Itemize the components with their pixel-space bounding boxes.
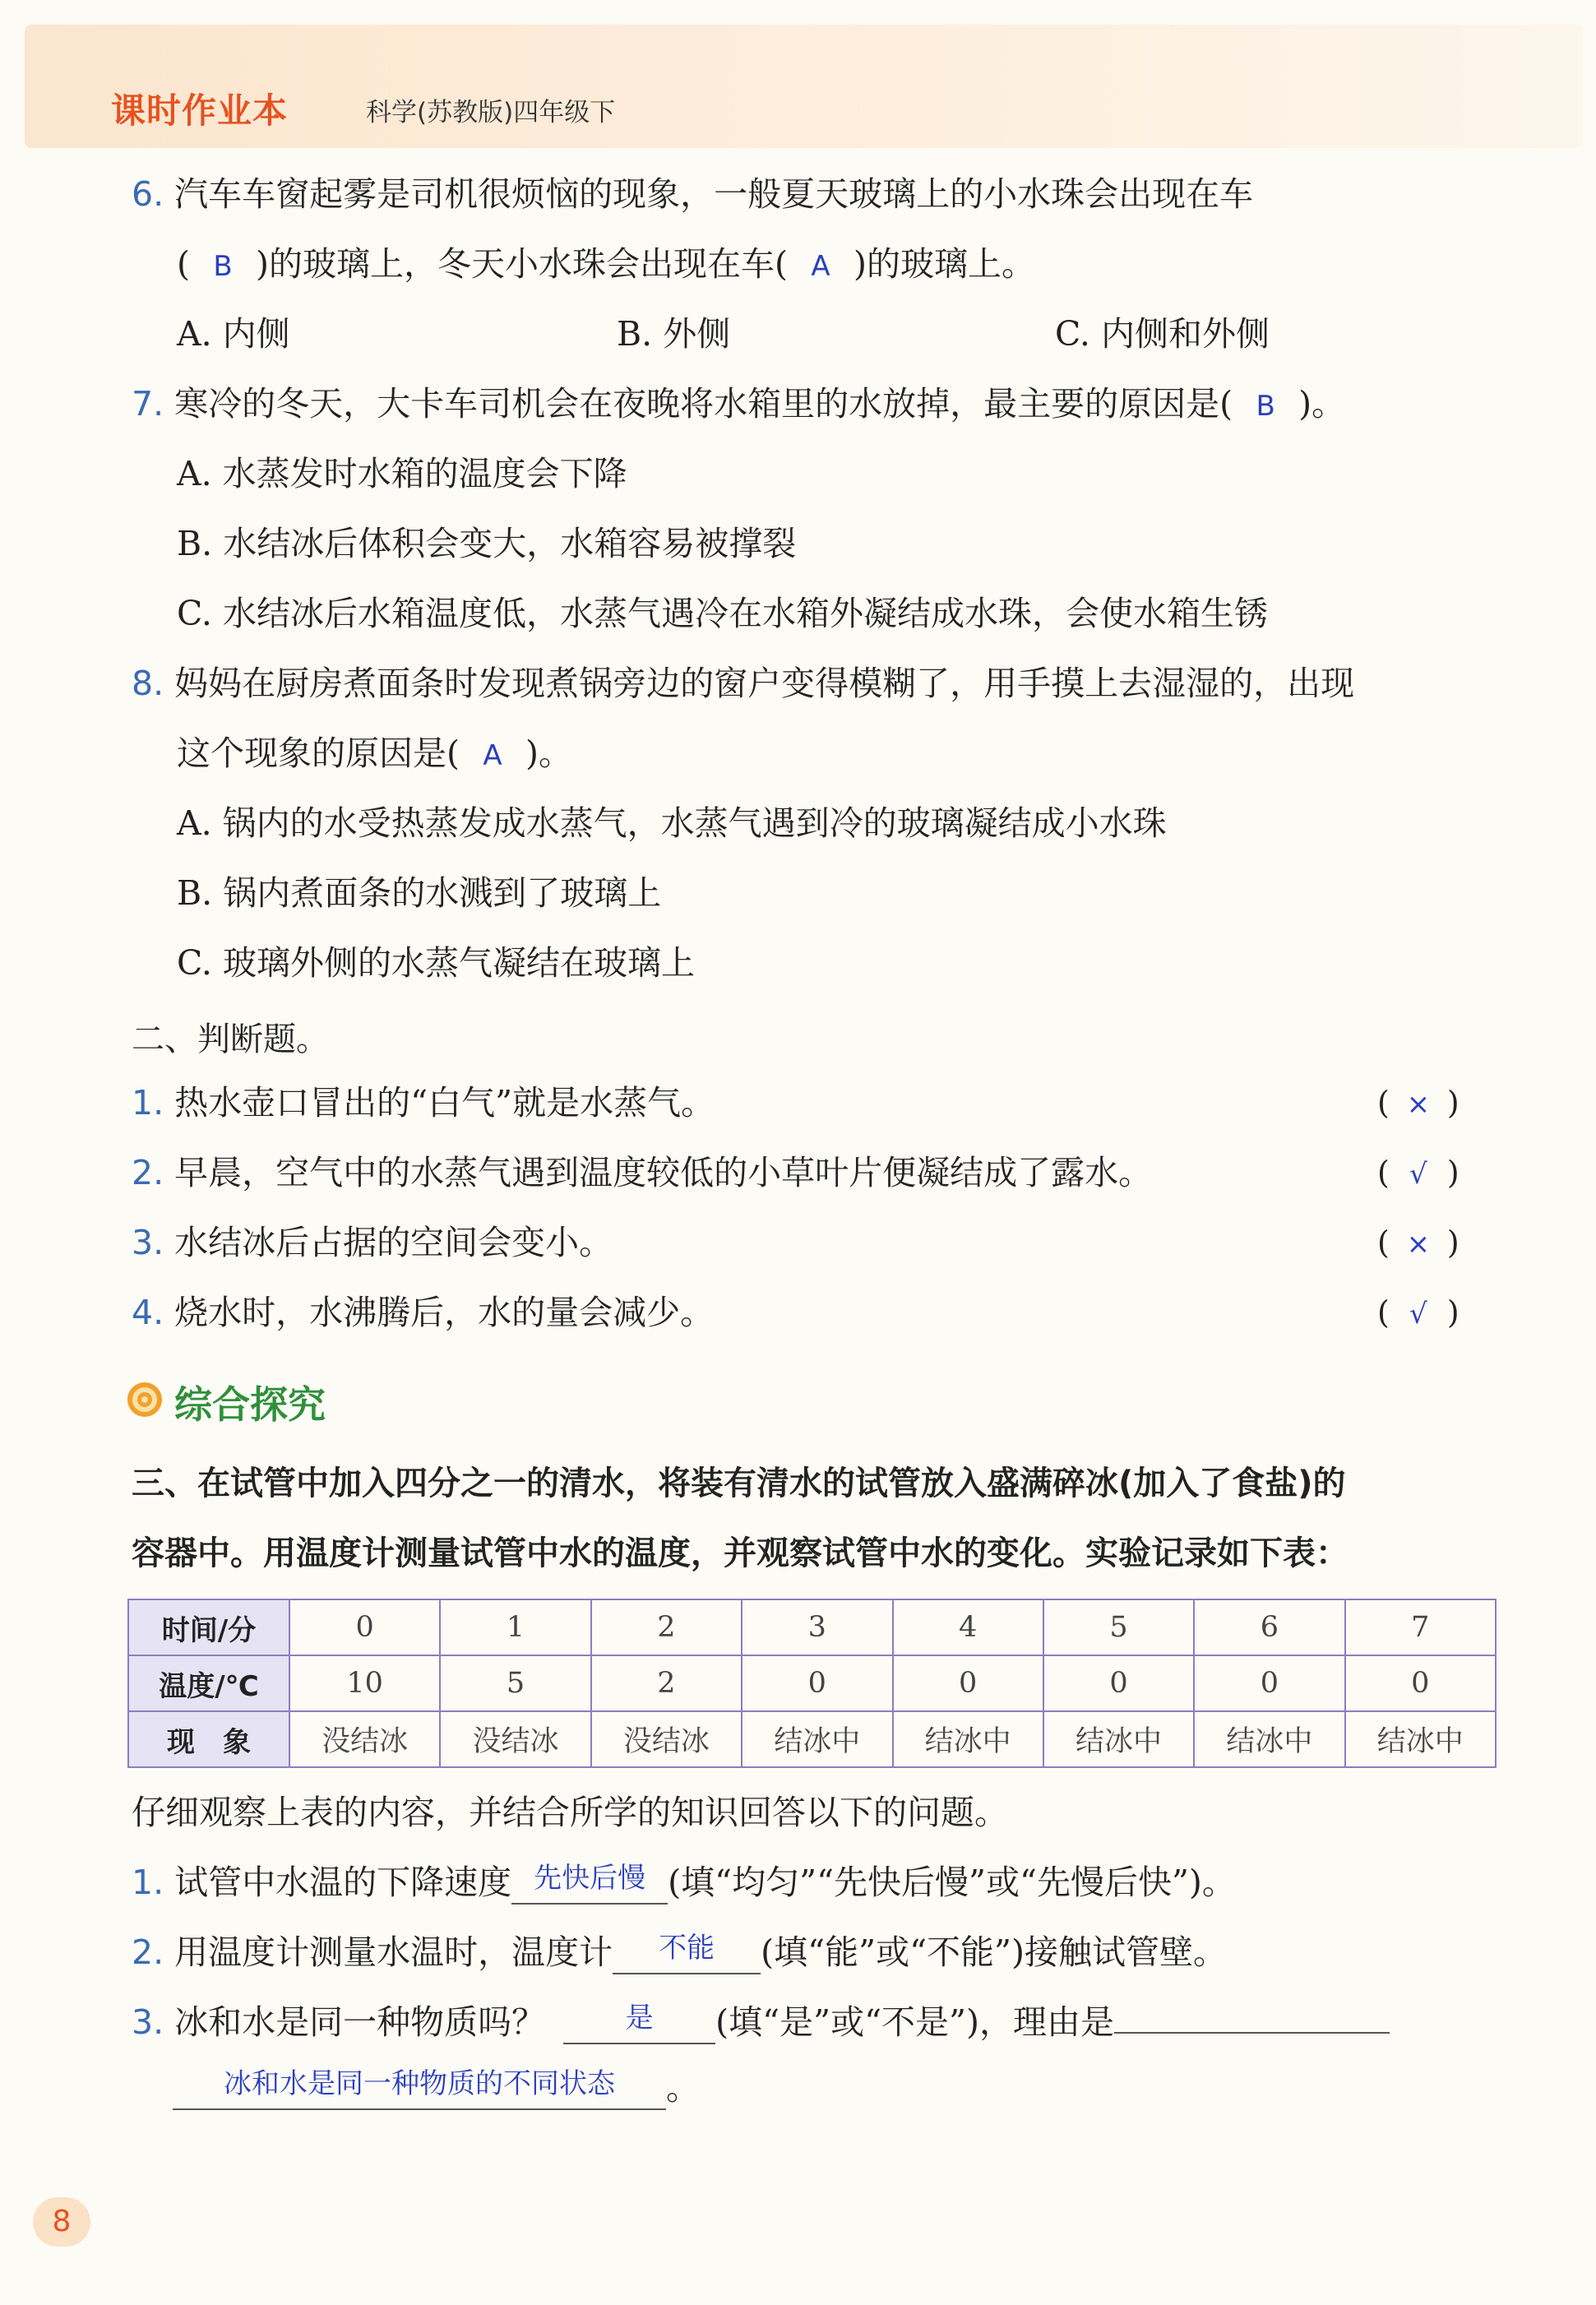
tf-3-text: 水结冰后占据的空间会变小。 xyxy=(174,1223,613,1262)
tf-2-answer-box xyxy=(1377,1155,1460,1191)
tf-2-text: 早晨，空气中的水蒸气遇到温度较低的小草叶片便凝结成了露水。 xyxy=(174,1153,1153,1192)
q6-paren-open: ( xyxy=(177,244,190,284)
cell-temp-5: 0 xyxy=(1043,1655,1194,1711)
cell-time-3: 3 xyxy=(742,1599,892,1655)
q8-answer: A xyxy=(483,739,502,772)
section3-intro-1: 三、在试管中加入四分之一的清水，将装有清水的试管放入盛满碎冰(加入了食盐)的 xyxy=(132,1465,1346,1502)
s3-q1-blank xyxy=(511,1863,668,1905)
cell-time-4: 4 xyxy=(893,1599,1043,1655)
q6-option-c: C. 内侧和外侧 xyxy=(1055,314,1270,354)
experiment-table xyxy=(127,1599,1497,1768)
tf-4-number: 4. xyxy=(132,1293,164,1332)
q7-option-c: C. 水结冰后水箱温度低，水蒸气遇冷在水箱外凝结成水珠，会使水箱生锈 xyxy=(177,594,1268,633)
tf-2-number: 2. xyxy=(132,1153,164,1192)
cell-time-2: 2 xyxy=(591,1599,742,1655)
explore-title: 综合探究 xyxy=(174,1382,326,1427)
section3-instruction: 仔细观察上表的内容，并结合所学的知识回答以下的问题。 xyxy=(132,1793,1008,1832)
section2-title: 二、判断题。 xyxy=(132,1021,329,1058)
table-row-temp xyxy=(128,1655,1496,1711)
cell-temp-3: 0 xyxy=(742,1655,892,1711)
q8-text-2: 这个现象的原因是( xyxy=(177,734,460,773)
tf-4-lp: ( xyxy=(1377,1294,1390,1331)
q6-text-end: )的玻璃上。 xyxy=(854,244,1035,284)
q7-line xyxy=(132,384,1345,424)
cell-temp-6: 0 xyxy=(1194,1655,1344,1711)
tf-3-answer-box xyxy=(1377,1224,1460,1261)
cell-phenom-3: 结冰中 xyxy=(742,1711,892,1767)
s3-q3-end: 。 xyxy=(666,2068,700,2108)
s3-q3-reason-blank xyxy=(173,2068,666,2110)
s3-q3 xyxy=(132,2002,1390,2044)
tf-1-answer-box xyxy=(1377,1085,1460,1121)
tf-1-lp: ( xyxy=(1377,1085,1390,1121)
s3-q3-pre: 冰和水是同一种物质吗？ xyxy=(174,2002,546,2042)
cell-time-1: 1 xyxy=(440,1599,590,1655)
q7-text-end: )。 xyxy=(1298,384,1346,424)
q7-answer: B xyxy=(1256,390,1275,423)
s3-q1-post: (填“均匀”“先快后慢”或“先慢后快”)。 xyxy=(668,1863,1236,1902)
tf-1-answer: × xyxy=(1406,1088,1431,1121)
s3-q3-number: 3. xyxy=(132,2002,164,2042)
s3-q3-reason-blank-1 xyxy=(1114,2032,1390,2034)
cell-phenom-0: 没结冰 xyxy=(289,1711,440,1767)
q8-option-a: A. 锅内的水受热蒸发成水蒸气，水蒸气遇到冷的玻璃凝结成小水珠 xyxy=(177,803,1167,843)
s3-q2-blank xyxy=(613,1932,761,1974)
tf-4-text: 烧水时，水沸腾后，水的量会减少。 xyxy=(174,1293,715,1332)
cell-phenom-2: 没结冰 xyxy=(591,1711,742,1767)
cell-phenom-1: 没结冰 xyxy=(440,1711,590,1767)
tf-1-text: 热水壶口冒出的“白气”就是水蒸气。 xyxy=(174,1083,715,1122)
cell-time-5: 5 xyxy=(1043,1599,1194,1655)
s3-q2-number: 2. xyxy=(132,1932,164,1972)
s3-q3-blank xyxy=(563,2002,715,2044)
s3-q2-answer: 不能 xyxy=(659,1932,715,1965)
tf-item-3 xyxy=(132,1223,613,1263)
q7-text: 寒冷的冬天，大卡车司机会在夜晚将水箱里的水放掉，最主要的原因是( xyxy=(174,384,1233,424)
tf-3-answer: × xyxy=(1406,1228,1431,1261)
cell-phenom-7: 结冰中 xyxy=(1345,1711,1496,1767)
s3-q2-pre: 用温度计测量水温时，温度计 xyxy=(174,1932,613,1972)
table-row-time xyxy=(128,1599,1496,1655)
tf-4-rp: ) xyxy=(1446,1294,1460,1331)
q6-number: 6. xyxy=(132,174,164,214)
cell-time-6: 6 xyxy=(1194,1599,1344,1655)
tf-3-lp: ( xyxy=(1377,1224,1390,1261)
tf-item-2 xyxy=(132,1153,1152,1193)
q7-number: 7. xyxy=(132,384,164,424)
cell-phenom-4: 结冰中 xyxy=(893,1711,1043,1767)
cell-temp-7: 0 xyxy=(1345,1655,1496,1711)
q6-answer-1: B xyxy=(213,250,233,283)
cell-temp-0: 10 xyxy=(289,1655,440,1711)
s3-q1-number: 1. xyxy=(132,1863,164,1902)
cell-temp-4: 0 xyxy=(893,1655,1043,1711)
q8-option-b: B. 锅内煮面条的水溅到了玻璃上 xyxy=(177,873,662,913)
s3-q3-reason-line xyxy=(173,2068,700,2110)
q8-number: 8. xyxy=(132,664,164,703)
tf-4-answer-box xyxy=(1377,1294,1460,1331)
q8-text-end: )。 xyxy=(525,734,572,773)
tf-1-number: 1. xyxy=(132,1083,164,1122)
q6-text: 汽车车窗起雾是司机很烦恼的现象，一般夏天玻璃上的小水珠会出现在车 xyxy=(174,174,1254,214)
q7-option-a: A. 水蒸发时水箱的温度会下降 xyxy=(177,454,627,493)
s3-q3-answer: 是 xyxy=(625,2002,654,2034)
q6-line2 xyxy=(177,244,1035,285)
cell-temp-1: 5 xyxy=(440,1655,590,1711)
q7-option-b: B. 水结冰后体积会变大，水箱容易被撑裂 xyxy=(177,524,797,563)
tf-3-rp: ) xyxy=(1446,1224,1460,1261)
tf-1-rp: ) xyxy=(1446,1085,1460,1121)
tf-4-answer: √ xyxy=(1409,1298,1427,1331)
tf-item-1 xyxy=(132,1083,715,1123)
tf-2-rp: ) xyxy=(1446,1155,1460,1191)
brand-title: 课时作业本 xyxy=(111,90,289,131)
s3-q1-answer: 先快后慢 xyxy=(534,1862,646,1895)
q8-option-c: C. 玻璃外侧的水蒸气凝结在玻璃上 xyxy=(177,943,695,983)
table-row-phenomenon xyxy=(128,1711,1496,1767)
s3-q3-reason-answer: 冰和水是同一种物质的不同状态 xyxy=(224,2067,615,2100)
tf-3-number: 3. xyxy=(132,1223,164,1262)
s3-q2-post: (填“能”或“不能”)接触试管壁。 xyxy=(761,1932,1228,1972)
cell-temp-2: 2 xyxy=(591,1655,742,1711)
tf-2-answer: √ xyxy=(1409,1158,1427,1191)
subject-title: 科学(苏教版)四年级下 xyxy=(366,98,616,127)
q8-line2 xyxy=(177,734,572,774)
s3-q1 xyxy=(132,1863,1236,1905)
tf-item-4 xyxy=(132,1293,714,1333)
q6-option-a: A. 内侧 xyxy=(177,314,290,354)
cell-phenom-5: 结冰中 xyxy=(1043,1711,1194,1767)
s3-q2 xyxy=(132,1932,1227,1974)
s3-q1-pre: 试管中水温的下降速度 xyxy=(174,1863,512,1902)
cell-time-7: 7 xyxy=(1345,1599,1496,1655)
row-head-time: 时间/分 xyxy=(128,1599,289,1655)
q6-line1 xyxy=(132,174,1253,215)
spiral-icon xyxy=(125,1380,164,1419)
section3-intro-2: 容器中。用温度计测量试管中水的温度，并观察试管中水的变化。实验记录如下表： xyxy=(132,1534,1349,1572)
s3-q3-post: (填“是”或“不是”)，理由是 xyxy=(715,2002,1115,2042)
cell-phenom-6: 结冰中 xyxy=(1194,1711,1344,1767)
q8-text: 妈妈在厨房煮面条时发现煮锅旁边的窗户变得模糊了，用手摸上去湿湿的，出现 xyxy=(174,664,1355,703)
q8-line1 xyxy=(132,664,1354,704)
row-head-temp: 温度/℃ xyxy=(128,1655,289,1711)
page-number: 8 xyxy=(33,2197,90,2247)
q6-answer-2: A xyxy=(811,250,830,283)
tf-2-lp: ( xyxy=(1377,1155,1390,1191)
q6-option-b: B. 外侧 xyxy=(617,314,731,354)
q6-text-mid: )的玻璃上，冬天小水珠会出现在车( xyxy=(256,244,788,284)
row-head-phenomenon: 现 象 xyxy=(128,1711,289,1767)
cell-time-0: 0 xyxy=(289,1599,440,1655)
